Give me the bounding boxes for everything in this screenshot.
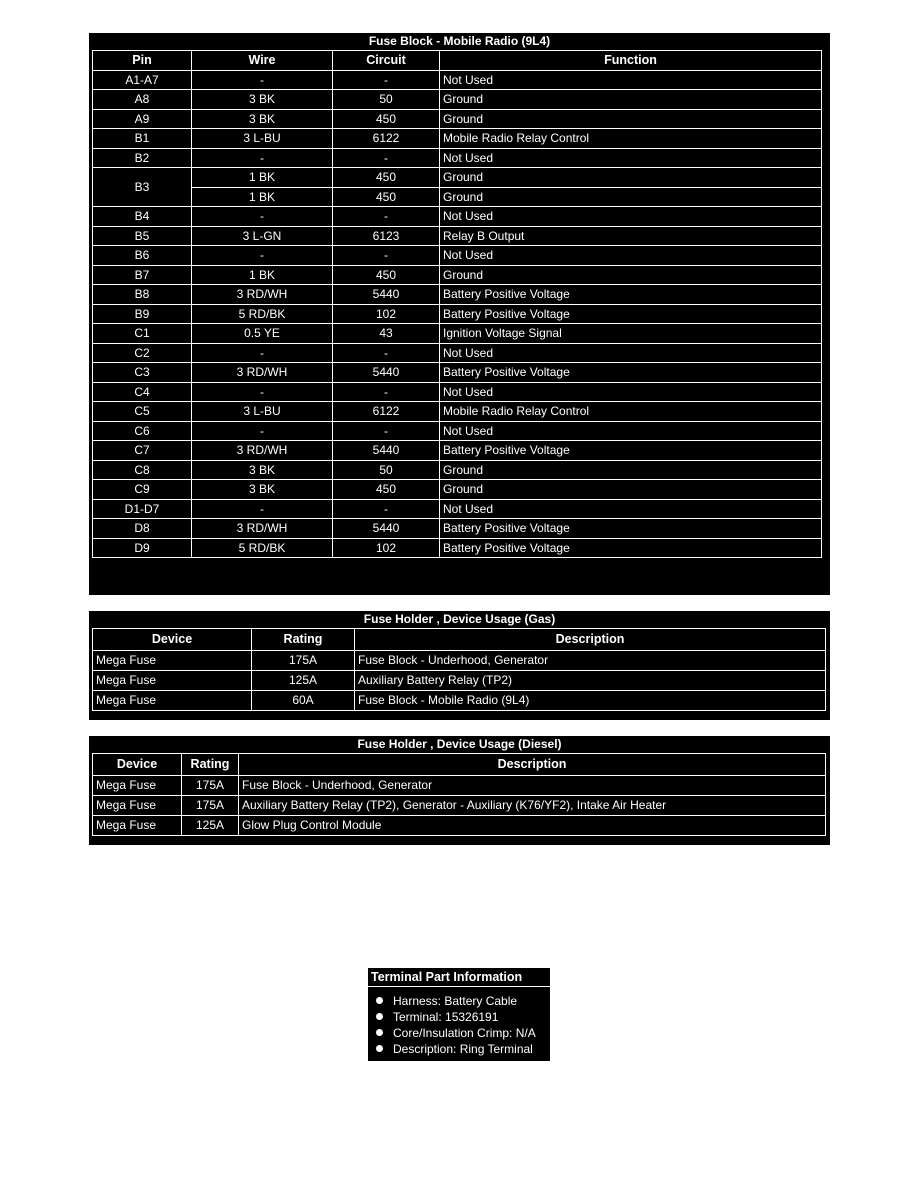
function-cell: Not Used bbox=[440, 343, 822, 363]
pin-cell: B8 bbox=[93, 285, 192, 305]
table-row bbox=[93, 441, 822, 461]
table-row bbox=[93, 421, 822, 441]
pin-cell: D1-D7 bbox=[93, 499, 192, 519]
table-row bbox=[93, 691, 826, 711]
circuit-cell: - bbox=[333, 421, 440, 441]
function-cell: Not Used bbox=[440, 148, 822, 168]
rating-cell: 175A bbox=[252, 651, 355, 671]
circuit-cell: 6123 bbox=[333, 226, 440, 246]
bullet-icon bbox=[376, 1029, 383, 1036]
table-header-row bbox=[93, 629, 826, 651]
wire-cell: 3 RD/WH bbox=[192, 285, 333, 305]
list-item bbox=[376, 1025, 550, 1041]
terminal-part-info-title: Terminal Part Information bbox=[368, 968, 550, 987]
pin-cell: B2 bbox=[93, 148, 192, 168]
table-row bbox=[93, 129, 822, 149]
rating-cell: 125A bbox=[182, 816, 239, 836]
circuit-cell: 5440 bbox=[333, 441, 440, 461]
rating-cell: 175A bbox=[182, 796, 239, 816]
wire-cell: - bbox=[192, 382, 333, 402]
table-row bbox=[93, 90, 822, 110]
wire-cell: 1 BK bbox=[192, 187, 333, 207]
wire-cell: - bbox=[192, 148, 333, 168]
table-row bbox=[93, 265, 822, 285]
function-cell: Not Used bbox=[440, 499, 822, 519]
table-row bbox=[93, 207, 822, 227]
table-row bbox=[93, 246, 822, 266]
table-row bbox=[93, 363, 822, 383]
wire-cell: 3 L-BU bbox=[192, 129, 333, 149]
wire-cell: 3 RD/WH bbox=[192, 441, 333, 461]
wire-cell: 3 L-BU bbox=[192, 402, 333, 422]
device-cell: Mega Fuse bbox=[93, 816, 182, 836]
rating-header: Rating bbox=[182, 754, 239, 776]
pin-cell: C6 bbox=[93, 421, 192, 441]
pin-cell: C2 bbox=[93, 343, 192, 363]
function-cell: Ground bbox=[440, 480, 822, 500]
list-item-text: Description: Ring Terminal bbox=[393, 1042, 533, 1056]
table-row bbox=[93, 382, 822, 402]
wire-cell: 5 RD/BK bbox=[192, 538, 333, 558]
table-row bbox=[93, 671, 826, 691]
fuse-block-panel bbox=[89, 33, 830, 595]
wire-cell: 3 BK bbox=[192, 480, 333, 500]
bullet-icon bbox=[376, 997, 383, 1004]
description-cell: Fuse Block - Mobile Radio (9L4) bbox=[355, 691, 826, 711]
circuit-cell: 50 bbox=[333, 460, 440, 480]
pin-cell: B6 bbox=[93, 246, 192, 266]
circuit-cell: - bbox=[333, 207, 440, 227]
circuit-cell: 5440 bbox=[333, 363, 440, 383]
table-row bbox=[93, 538, 822, 558]
function-cell: Ground bbox=[440, 90, 822, 110]
circuit-cell: 450 bbox=[333, 265, 440, 285]
rating-cell: 125A bbox=[252, 671, 355, 691]
circuit-cell: 450 bbox=[333, 109, 440, 129]
pin-cell: C5 bbox=[93, 402, 192, 422]
description-cell: Auxiliary Battery Relay (TP2), Generator - Auxiliary (K76/YF2), Intake Air Heater bbox=[239, 796, 826, 816]
list-item-text: Terminal: 15326191 bbox=[393, 1010, 499, 1024]
table-row bbox=[93, 109, 822, 129]
description-cell: Auxiliary Battery Relay (TP2) bbox=[355, 671, 826, 691]
rating-header: Rating bbox=[252, 629, 355, 651]
function-cell: Ground bbox=[440, 460, 822, 480]
gas-usage-panel bbox=[89, 611, 830, 720]
wire-cell: 1 BK bbox=[192, 265, 333, 285]
table-row bbox=[93, 499, 822, 519]
terminal-part-info bbox=[368, 968, 550, 1061]
pin-cell: B3 bbox=[93, 168, 192, 207]
description-cell: Fuse Block - Underhood, Generator bbox=[355, 651, 826, 671]
function-cell: Ground bbox=[440, 109, 822, 129]
function-cell: Not Used bbox=[440, 207, 822, 227]
pin-cell: C1 bbox=[93, 324, 192, 344]
device-cell: Mega Fuse bbox=[93, 796, 182, 816]
function-cell: Battery Positive Voltage bbox=[440, 363, 822, 383]
diesel-usage-table bbox=[92, 753, 826, 836]
table-row bbox=[93, 148, 822, 168]
function-cell: Not Used bbox=[440, 246, 822, 266]
fuse-block-title: Fuse Block - Mobile Radio (9L4) bbox=[368, 34, 551, 48]
table-header-row bbox=[93, 51, 822, 71]
wire-cell: 0.5 YE bbox=[192, 324, 333, 344]
circuit-cell: - bbox=[333, 246, 440, 266]
wire-cell: 1 BK bbox=[192, 168, 333, 188]
function-cell: Ground bbox=[440, 265, 822, 285]
gas-usage-title: Fuse Holder , Device Usage (Gas) bbox=[363, 612, 556, 626]
wire-cell: 3 RD/WH bbox=[192, 363, 333, 383]
device-cell: Mega Fuse bbox=[93, 691, 252, 711]
pin-cell: A1-A7 bbox=[93, 70, 192, 90]
circuit-cell: 450 bbox=[333, 168, 440, 188]
table-row bbox=[93, 70, 822, 90]
circuit-cell: - bbox=[333, 70, 440, 90]
table-row bbox=[93, 187, 822, 207]
circuit-cell: 50 bbox=[333, 90, 440, 110]
list-item bbox=[376, 1009, 550, 1025]
wire-cell: 3 BK bbox=[192, 109, 333, 129]
wire-cell: - bbox=[192, 421, 333, 441]
circuit-cell: 102 bbox=[333, 538, 440, 558]
list-item bbox=[376, 993, 550, 1009]
wire-cell: - bbox=[192, 70, 333, 90]
function-cell: Mobile Radio Relay Control bbox=[440, 129, 822, 149]
circuit-cell: 6122 bbox=[333, 402, 440, 422]
pin-cell: D9 bbox=[93, 538, 192, 558]
wire-cell: - bbox=[192, 246, 333, 266]
circuit-cell: 450 bbox=[333, 187, 440, 207]
pin-cell: B5 bbox=[93, 226, 192, 246]
rating-cell: 60A bbox=[252, 691, 355, 711]
fuse-block-table bbox=[92, 50, 822, 558]
function-header: Function bbox=[440, 51, 822, 71]
function-cell: Mobile Radio Relay Control bbox=[440, 402, 822, 422]
wire-cell: 5 RD/BK bbox=[192, 304, 333, 324]
device-header: Device bbox=[93, 754, 182, 776]
table-row bbox=[93, 460, 822, 480]
circuit-cell: 43 bbox=[333, 324, 440, 344]
pin-cell: D8 bbox=[93, 519, 192, 539]
pin-cell: A9 bbox=[93, 109, 192, 129]
table-row bbox=[93, 776, 826, 796]
pin-cell: B4 bbox=[93, 207, 192, 227]
wire-cell: 3 BK bbox=[192, 460, 333, 480]
pin-cell: C3 bbox=[93, 363, 192, 383]
pin-cell: C8 bbox=[93, 460, 192, 480]
circuit-header: Circuit bbox=[333, 51, 440, 71]
circuit-cell: - bbox=[333, 382, 440, 402]
pin-cell: B7 bbox=[93, 265, 192, 285]
wire-cell: 3 BK bbox=[192, 90, 333, 110]
wire-cell: 3 L-GN bbox=[192, 226, 333, 246]
wire-cell: - bbox=[192, 499, 333, 519]
table-row bbox=[93, 324, 822, 344]
table-row bbox=[93, 651, 826, 671]
function-cell: Not Used bbox=[440, 421, 822, 441]
circuit-cell: 5440 bbox=[333, 285, 440, 305]
bullet-icon bbox=[376, 1013, 383, 1020]
wire-cell: 3 RD/WH bbox=[192, 519, 333, 539]
function-cell: Battery Positive Voltage bbox=[440, 538, 822, 558]
table-row bbox=[93, 285, 822, 305]
circuit-cell: 450 bbox=[333, 480, 440, 500]
function-cell: Not Used bbox=[440, 382, 822, 402]
table-row bbox=[93, 226, 822, 246]
function-cell: Battery Positive Voltage bbox=[440, 285, 822, 305]
device-cell: Mega Fuse bbox=[93, 651, 252, 671]
circuit-cell: 5440 bbox=[333, 519, 440, 539]
table-row bbox=[93, 519, 822, 539]
pin-header: Pin bbox=[93, 51, 192, 71]
description-header: Description bbox=[239, 754, 826, 776]
table-row bbox=[93, 402, 822, 422]
list-item bbox=[376, 1041, 550, 1057]
description-cell: Fuse Block - Underhood, Generator bbox=[239, 776, 826, 796]
device-cell: Mega Fuse bbox=[93, 671, 252, 691]
table-row bbox=[93, 343, 822, 363]
wire-header: Wire bbox=[192, 51, 333, 71]
wire-cell: - bbox=[192, 207, 333, 227]
function-cell: Battery Positive Voltage bbox=[440, 441, 822, 461]
pin-cell: B1 bbox=[93, 129, 192, 149]
list-item-text: Harness: Battery Cable bbox=[393, 994, 518, 1008]
pin-cell: A8 bbox=[93, 90, 192, 110]
gas-usage-table bbox=[92, 628, 826, 711]
bullet-icon bbox=[376, 1045, 383, 1052]
circuit-cell: 6122 bbox=[333, 129, 440, 149]
function-cell: Not Used bbox=[440, 70, 822, 90]
pin-cell: C4 bbox=[93, 382, 192, 402]
function-cell: Battery Positive Voltage bbox=[440, 304, 822, 324]
function-cell: Ground bbox=[440, 168, 822, 188]
list-item-text: Core/Insulation Crimp: N/A bbox=[393, 1026, 536, 1040]
terminal-part-info-list bbox=[368, 993, 550, 1057]
description-cell: Glow Plug Control Module bbox=[239, 816, 826, 836]
table-row bbox=[93, 796, 826, 816]
pin-cell: C7 bbox=[93, 441, 192, 461]
device-cell: Mega Fuse bbox=[93, 776, 182, 796]
function-cell: Battery Positive Voltage bbox=[440, 519, 822, 539]
description-header: Description bbox=[355, 629, 826, 651]
pin-cell: B9 bbox=[93, 304, 192, 324]
wire-cell: - bbox=[192, 343, 333, 363]
table-header-row bbox=[93, 754, 826, 776]
circuit-cell: - bbox=[333, 148, 440, 168]
function-cell: Relay B Output bbox=[440, 226, 822, 246]
rating-cell: 175A bbox=[182, 776, 239, 796]
function-cell: Ground bbox=[440, 187, 822, 207]
circuit-cell: 102 bbox=[333, 304, 440, 324]
function-cell: Ignition Voltage Signal bbox=[440, 324, 822, 344]
table-row bbox=[93, 816, 826, 836]
pin-cell: C9 bbox=[93, 480, 192, 500]
table-row bbox=[93, 480, 822, 500]
diesel-usage-title: Fuse Holder , Device Usage (Diesel) bbox=[357, 737, 562, 751]
table-row bbox=[93, 168, 822, 188]
circuit-cell: - bbox=[333, 343, 440, 363]
circuit-cell: - bbox=[333, 499, 440, 519]
table-row bbox=[93, 304, 822, 324]
device-header: Device bbox=[93, 629, 252, 651]
diesel-usage-panel bbox=[89, 736, 830, 845]
